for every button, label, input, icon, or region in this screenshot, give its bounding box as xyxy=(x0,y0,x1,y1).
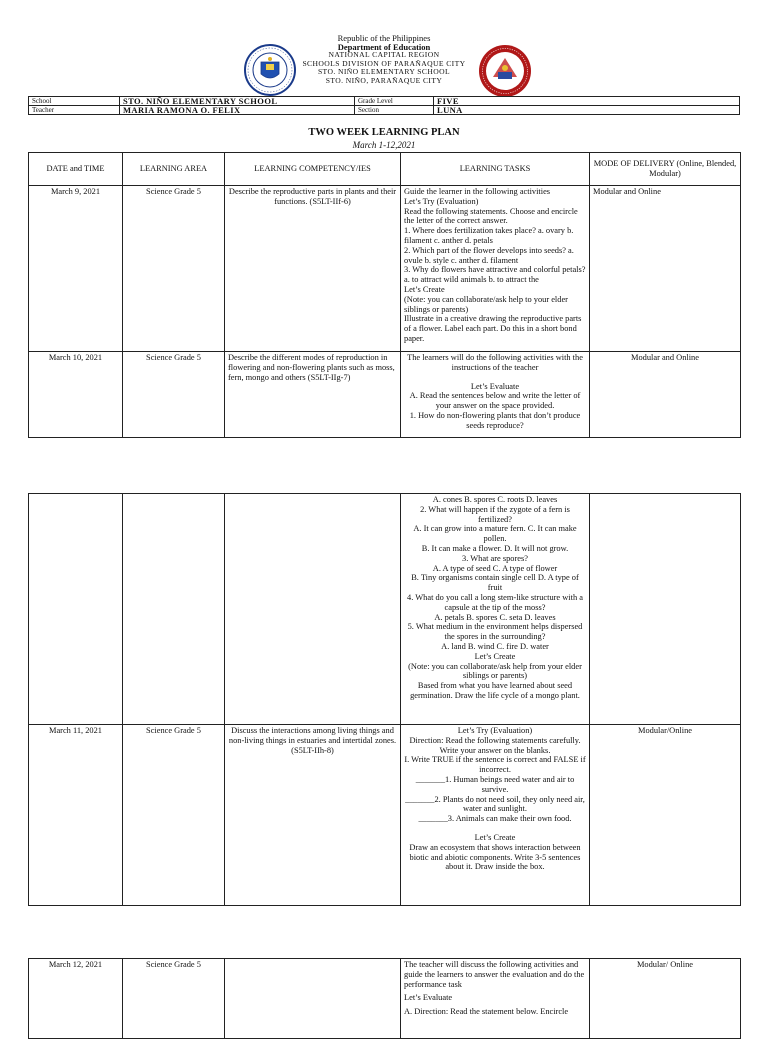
task-line: (Note: you can collaborate/ask help to your elder siblings or parents) xyxy=(404,294,568,314)
section-label: Section xyxy=(355,106,434,115)
task-line: Let’s Try (Evaluation) xyxy=(404,196,479,206)
task-line: 1. How do non-flowering plants that don’t produce seeds reproduce? xyxy=(409,410,581,430)
task-line: _______3. Animals can make their own food. xyxy=(418,814,572,824)
row-competency: Describe the reproductive parts in plants and their functions. (S5LT-IIf-6) xyxy=(225,186,401,352)
task-line: 1. Where does fertilization takes place? a. ovary b. filament c. anther d. petals xyxy=(404,226,574,245)
task-line: B. It can make a flower. D. It will not grow. xyxy=(421,543,569,553)
row-competency: Discuss the interactions among living things and non-living things in estuaries and intertidal zones. (S5LT-IIh-8) xyxy=(225,725,401,906)
row-area: Science Grade 5 xyxy=(123,959,225,1039)
task-line: A. Direction: Read the statement below. Encircle xyxy=(404,1007,569,1017)
row-delivery: Modular and Online xyxy=(590,186,741,352)
grade-value: FIVE xyxy=(434,97,740,106)
task-line: Read the following statements. Choose and encircle the letter of the correct answer. xyxy=(404,206,578,226)
row-competency: Describe the different modes of reproduction in flowering and non-flowering plants such as moss, fern, mongo and others (S5LT-IIg-7) xyxy=(225,352,401,438)
letterhead xyxy=(0,34,768,86)
task-line: I. Write TRUE if the sentence is correct and FALSE if incorrect. xyxy=(404,755,586,775)
task-line: The learners will do the following activities with the instructions of the teacher xyxy=(407,353,583,372)
row-area: Science Grade 5 xyxy=(123,725,225,906)
task-line: Let’s Evaluate xyxy=(470,381,520,391)
plan-title: TWO WEEK LEARNING PLAN xyxy=(308,127,460,138)
row-area: Science Grade 5 xyxy=(123,352,225,438)
teacher-label: Teacher xyxy=(29,106,120,115)
task-line: B. Tiny organisms contain single cell D. A type of fruit xyxy=(411,573,579,593)
info-table xyxy=(28,96,740,115)
task-line: Guide the learner in the following activities xyxy=(404,187,551,196)
col-header-area: LEARNING AREA xyxy=(123,153,225,186)
task-line: 4. What do you call a long stem-like structure with a capsule at the tip of the moss? xyxy=(407,592,583,612)
task-line: (Note: you can collaborate/ask help from your elder siblings or parents) xyxy=(408,661,582,681)
col-header-competency: LEARNING COMPETENCY/IES xyxy=(225,153,401,186)
task-line: _______1. Human beings need water and air to survive. xyxy=(415,774,575,794)
row-delivery: Modular/ Online xyxy=(590,959,741,1039)
task-line: Draw an ecosystem that shows interaction between biotic and abiotic components. Write 3-5 sentences about it. Draw inside the box. xyxy=(409,842,581,872)
region-line: NATIONAL CAPITAL REGION xyxy=(328,50,440,60)
task-line: The teacher will discuss the following activities and guide the learners to answer the evaluation and do the performance task xyxy=(404,960,585,989)
row-date: March 11, 2021 xyxy=(29,725,123,906)
section-value: LUNA xyxy=(434,106,740,115)
task-line: 3. What are spores? xyxy=(462,553,528,563)
task-line: Let’s Evaluate xyxy=(404,993,453,1003)
learning-plan-table-page-3 xyxy=(28,958,741,1039)
col-header-date: DATE and TIME xyxy=(29,153,123,186)
task-line xyxy=(404,373,586,382)
city-line: STO. NIÑO, PARAÑAQUE CITY xyxy=(325,75,443,85)
task-line: 2. What will happen if the zygote of a fern is fertilized? xyxy=(420,504,570,524)
row-tasks xyxy=(401,352,590,438)
task-line: Let’s Create xyxy=(474,832,516,842)
task-line: 5. What medium in the environment helps dispersed the spores in the surrounding? xyxy=(407,622,583,642)
school-line: STO. NIÑO ELEMENTARY SCHOOL xyxy=(317,67,451,77)
task-line: A. petals B. spores C. seta D. leaves xyxy=(434,612,556,622)
row-delivery xyxy=(590,494,741,725)
row-date: March 12, 2021 xyxy=(29,959,123,1039)
task-line: Let’s Create xyxy=(404,284,445,294)
row-competency xyxy=(225,959,401,1039)
row-tasks xyxy=(401,494,590,725)
task-line: A. A type of seed C. A type of flower xyxy=(432,563,558,573)
grade-label: Grade Level xyxy=(355,97,434,106)
task-line: Let’s Try (Evaluation) xyxy=(457,726,533,735)
learning-plan-table-page-2 xyxy=(28,493,741,906)
col-header-tasks: LEARNING TASKS xyxy=(401,153,590,186)
row-date: March 10, 2021 xyxy=(29,352,123,438)
department-line: Department of Education xyxy=(337,41,431,52)
task-line: Based from what you have learned about seed germination. Draw the life cycle of a mongo plant. xyxy=(410,681,580,700)
task-line: 3. Why do flowers have attractive and colorful petals? a. to attract wild animals b. to attract the xyxy=(404,265,586,285)
task-line: 2. Which part of the flower develops into seeds? a. ovule b. style c. anther d. filament xyxy=(404,245,574,265)
task-line: A. cones B. spores C. roots D. leaves xyxy=(432,495,558,504)
row-date: March 9, 2021 xyxy=(29,186,123,352)
school-value: STO. NIÑO ELEMENTARY SCHOOL xyxy=(120,97,355,106)
republic-line: Republic of the Philippines xyxy=(337,33,431,43)
row-tasks xyxy=(401,959,590,1039)
row-competency xyxy=(225,494,401,725)
row-tasks xyxy=(401,186,590,352)
col-header-delivery: MODE OF DELIVERY (Online, Blended, Modular) xyxy=(590,153,741,186)
task-line xyxy=(404,824,586,833)
task-line: Direction: Read the following statements carefully. Write your answer on the blanks. xyxy=(409,735,581,755)
learning-plan-table-page-1 xyxy=(28,152,741,438)
teacher-value: MARIA RAMONA O. FELIX xyxy=(120,106,355,115)
row-area xyxy=(123,494,225,725)
row-delivery: Modular/Online xyxy=(590,725,741,906)
division-line: SCHOOLS DIVISION OF PARAÑAQUE CITY xyxy=(302,58,466,68)
row-area: Science Grade 5 xyxy=(123,186,225,352)
task-line: A. It can grow into a mature fern. C. It can make pollen. xyxy=(413,524,577,544)
row-date xyxy=(29,494,123,725)
row-tasks xyxy=(401,725,590,906)
task-line: A. Read the sentences below and write the letter of your answer on the space provided. xyxy=(409,391,581,411)
row-delivery: Modular and Online xyxy=(590,352,741,438)
task-line: Let’s Create xyxy=(474,651,516,661)
school-label: School xyxy=(29,97,120,106)
task-line: _______2. Plants do not need soil, they only need air, water and sunlight. xyxy=(405,794,585,814)
task-line: Illustrate in a creative drawing the reproductive parts of a flower. Label each part. Do this in a short bond paper. xyxy=(404,314,582,343)
plan-dates: March 1-12,2021 xyxy=(352,140,416,150)
task-line: A. land B. wind C. fire D. water xyxy=(441,641,549,651)
